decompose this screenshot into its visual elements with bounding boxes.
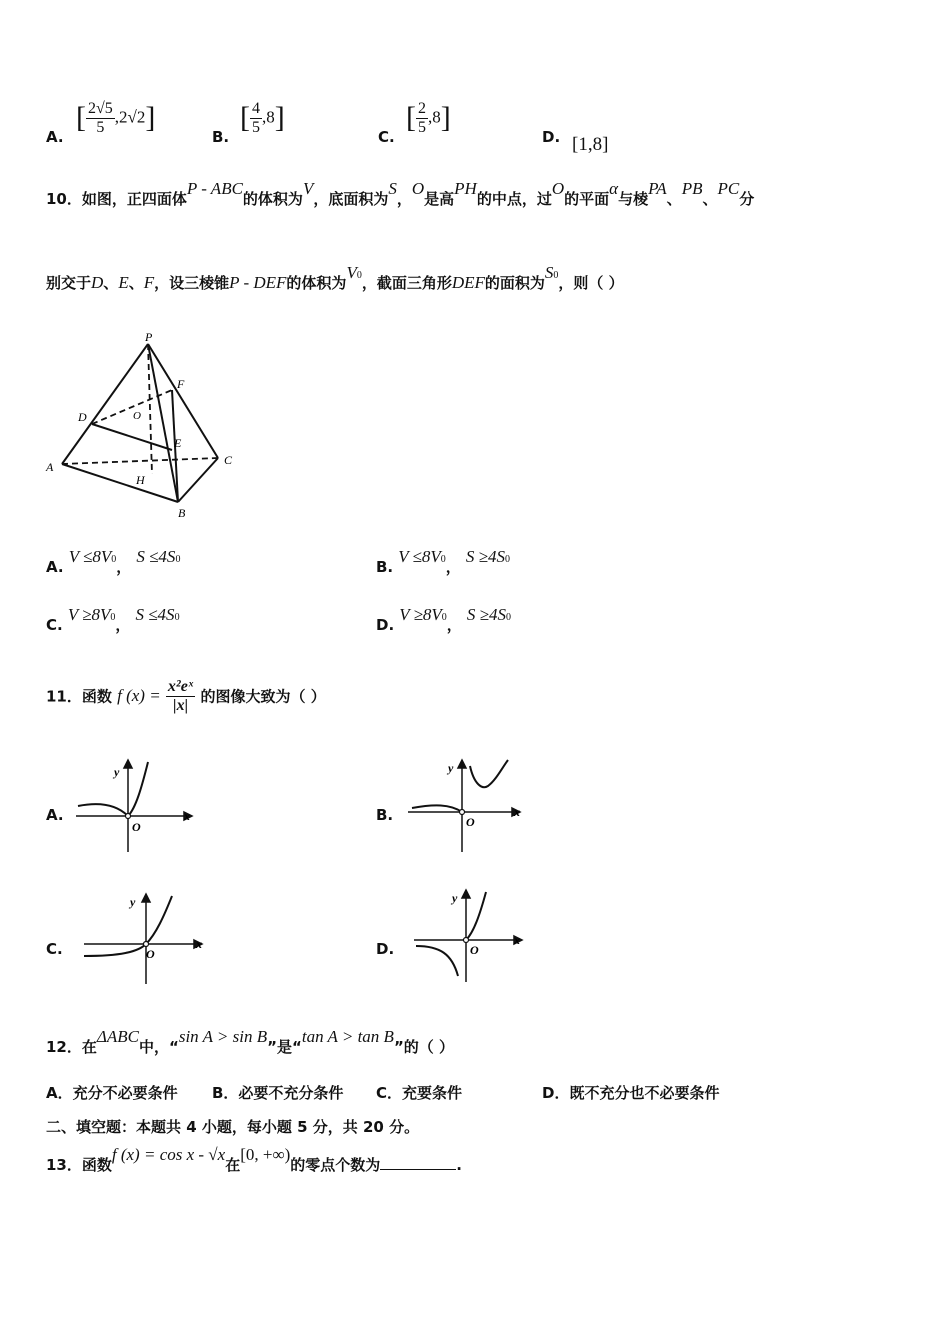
q10-math: P - ABC — [186, 179, 243, 198]
q10-subscript: 0 — [553, 270, 559, 281]
q12-math: tan A > tan B — [301, 1027, 394, 1046]
q12-stem — [46, 1027, 455, 1057]
q10-math: PH — [454, 179, 477, 198]
q9-a-denominator: 5 — [96, 118, 105, 136]
q10-option-label: D. — [376, 616, 395, 634]
q13-text: 13．函数 — [46, 1156, 112, 1174]
q12-option-b: B．必要不充分条件 — [212, 1084, 344, 1102]
q9-a-second: 2√2 — [119, 107, 146, 127]
q11-a-origin-label: O — [132, 820, 141, 834]
q10-option-label: C. — [46, 616, 63, 634]
q9-a-numerator: 2√5 — [88, 100, 113, 117]
q10-option-a — [46, 547, 181, 577]
q13-math: f (x) = cos x - √x — [111, 1145, 226, 1164]
q12-option-c: C．充要条件 — [376, 1084, 463, 1102]
q10-option-d — [376, 605, 511, 635]
q10-subscript: 0 — [111, 554, 117, 565]
q10-math: S — [388, 179, 397, 198]
q10-math: PB — [681, 179, 703, 198]
q10-math: D — [91, 273, 104, 292]
q10-text: 、 — [103, 274, 119, 292]
q10-text: ，截面三角形 — [361, 274, 452, 292]
q9-option-a-label: A. — [46, 128, 64, 146]
q12-math: sin A > sin B — [178, 1027, 268, 1046]
q10-option-v: V ≥8V — [399, 605, 442, 624]
q13-text: 的零点个数为 — [290, 1156, 381, 1174]
q9-b-numerator: 4 — [252, 100, 260, 117]
q10-math: O — [411, 179, 425, 198]
q10-option-v: V ≤8V — [398, 547, 441, 566]
q10-math: P - DEF — [229, 273, 287, 292]
q10-subscript: 0 — [174, 612, 180, 623]
q11-text: 的图像大致为（ ） — [200, 687, 326, 706]
q10-text: 、 — [702, 190, 718, 208]
q10-text: ， — [396, 190, 412, 208]
q11-option-c-label: C. — [46, 940, 63, 958]
q10-math: S — [544, 263, 554, 282]
q11-a-y-label: y — [114, 765, 120, 779]
q11-b-y-label: y — [448, 761, 454, 775]
q11-option-b-label: B. — [376, 806, 394, 824]
q10-text: 、 — [666, 190, 682, 208]
q11-numerator: x²eˣ — [167, 678, 194, 695]
q10-text: 的平面 — [564, 190, 610, 208]
q11-denominator: |x| — [173, 696, 189, 714]
q10-text: 别交于 — [46, 274, 92, 292]
q11-graph-b — [404, 756, 528, 856]
tetra-label-b: B — [178, 506, 186, 520]
q10-subscript: 0 — [175, 554, 181, 565]
q10-option-s: S ≤4S — [136, 547, 176, 566]
q10-text: 的体积为 — [242, 190, 303, 208]
q11-option-a-label: A. — [46, 806, 64, 824]
q10-text: 是高 — [424, 190, 455, 208]
q10-math: PC — [717, 179, 740, 198]
q10-subscript: 0 — [441, 612, 447, 623]
tetrahedron-figure — [40, 328, 240, 524]
tetra-label-c: C — [224, 453, 233, 467]
q11-graph-c — [80, 888, 210, 988]
q10-text: ，则（ ） — [558, 274, 624, 292]
q10-subscript: 0 — [440, 554, 446, 565]
q10-text: 的中点，过 — [476, 190, 552, 208]
q10-text: 10．如图，正四面体 — [46, 190, 187, 208]
q10-math: DEF — [451, 273, 485, 292]
q11-graph-d — [410, 886, 534, 986]
q10-subscript: 0 — [110, 612, 116, 623]
tetra-label-p: P — [145, 330, 153, 344]
q10-text: 与棱 — [618, 190, 649, 208]
q11-c-y-label: y — [130, 895, 136, 909]
q13-math: [0, +∞) — [240, 1145, 291, 1164]
q9-option-a-expr: [ $\frac{2√5}{5}$ ,2√2] — [76, 100, 156, 136]
q10-math: V — [346, 263, 357, 282]
q10-math: PA — [648, 179, 667, 198]
tetra-label-h: H — [136, 473, 145, 487]
q10-text: 的体积为 — [286, 274, 347, 292]
q9-option-c-expr: [ $\frac{2}{5}$ ,8] — [406, 100, 451, 136]
q9-c-numerator: 2 — [418, 100, 426, 117]
q10-option-s: S ≥4S — [465, 547, 505, 566]
q10-separator: ， — [446, 616, 462, 634]
q10-text: 、 — [128, 274, 144, 292]
q11-a-x-label: x — [184, 809, 190, 823]
q11-d-origin-label: O — [470, 943, 479, 957]
q12-text: ”是“ — [267, 1038, 302, 1056]
q11-c-origin-label: O — [146, 947, 155, 961]
q11-stem — [46, 678, 326, 714]
q11-text: 11．函数 — [46, 687, 112, 706]
q10-text: 分 — [739, 190, 755, 208]
q10-option-label: B. — [376, 558, 394, 576]
q10-option-v: V ≥8V — [67, 605, 111, 624]
q9-option-d-label: D. — [542, 128, 561, 146]
q11-b-origin-label: O — [466, 815, 475, 829]
q12-option-a: A．充分不必要条件 — [46, 1084, 178, 1102]
q12-text: 中，“ — [138, 1038, 179, 1056]
q12-option-d: D．既不充分也不必要条件 — [542, 1084, 720, 1102]
q13-stem — [46, 1145, 462, 1175]
q10-math: α — [609, 179, 619, 198]
q9-option-c-label: C. — [378, 128, 395, 146]
q10-subscript: 0 — [506, 612, 511, 623]
q10-math: V — [302, 179, 314, 198]
q10-text: ，设三棱锥 — [154, 274, 230, 292]
q9-option-d-expr: [1,8] — [572, 134, 609, 155]
q10-option-v: V ≤8V — [68, 547, 112, 566]
q11-option-d-label: D. — [376, 940, 395, 958]
q10-option-s: S ≥4S — [466, 605, 506, 624]
q10-math: O — [551, 179, 565, 198]
q10-option-c — [46, 605, 180, 635]
q11-function-name: f (x) = — [117, 686, 161, 706]
q11-b-x-label: x — [514, 805, 520, 819]
q12-text: ”的（ ） — [393, 1038, 455, 1056]
q10-line-2 — [46, 263, 624, 293]
q13-text: . — [456, 1156, 462, 1174]
q10-separator: ， — [445, 558, 461, 576]
q12-math: ΔABC — [96, 1027, 139, 1046]
q10-option-s: S ≤4S — [135, 605, 175, 624]
q10-option-label: A. — [46, 558, 64, 576]
q9-b-second: 8 — [266, 107, 275, 127]
q11-d-x-label: x — [514, 933, 520, 947]
tetra-label-o: O — [133, 410, 141, 422]
q9-c-second: 8 — [432, 107, 441, 127]
answer-blank[interactable] — [380, 1155, 456, 1170]
q9-b-denominator: 5 — [252, 118, 260, 136]
q9-c-denominator: 5 — [418, 118, 426, 136]
q12-text: 12．在 — [46, 1038, 97, 1056]
tetra-label-a: A — [46, 460, 54, 474]
q10-text: 的面积为 — [484, 274, 545, 292]
q10-text: ，底面积为 — [313, 190, 389, 208]
q10-option-b — [376, 547, 510, 577]
q10-separator: ， — [115, 616, 131, 634]
section-2-heading: 二、填空题：本题共 4 小题，每小题 5 分，共 20 分。 — [46, 1118, 420, 1136]
q10-separator: ， — [116, 558, 132, 576]
q13-text: 在 — [225, 1156, 241, 1174]
q11-fraction — [166, 678, 195, 714]
tetra-label-d: D — [78, 410, 87, 424]
tetra-label-f: F — [177, 377, 185, 391]
q9-option-b-label: B. — [212, 128, 230, 146]
q9-option-b-expr: [ $\frac{4}{5}$ ,8] — [240, 100, 285, 136]
q11-d-y-label: y — [452, 891, 458, 905]
q10-subscript: 0 — [356, 270, 362, 281]
q11-c-x-label: x — [196, 937, 202, 951]
q11-graph-a — [72, 756, 196, 856]
q10-math: E — [118, 273, 129, 292]
q10-subscript: 0 — [504, 554, 510, 565]
q10-line-1 — [46, 179, 755, 209]
tetra-label-e: E — [174, 436, 182, 450]
q10-math: F — [143, 273, 155, 292]
